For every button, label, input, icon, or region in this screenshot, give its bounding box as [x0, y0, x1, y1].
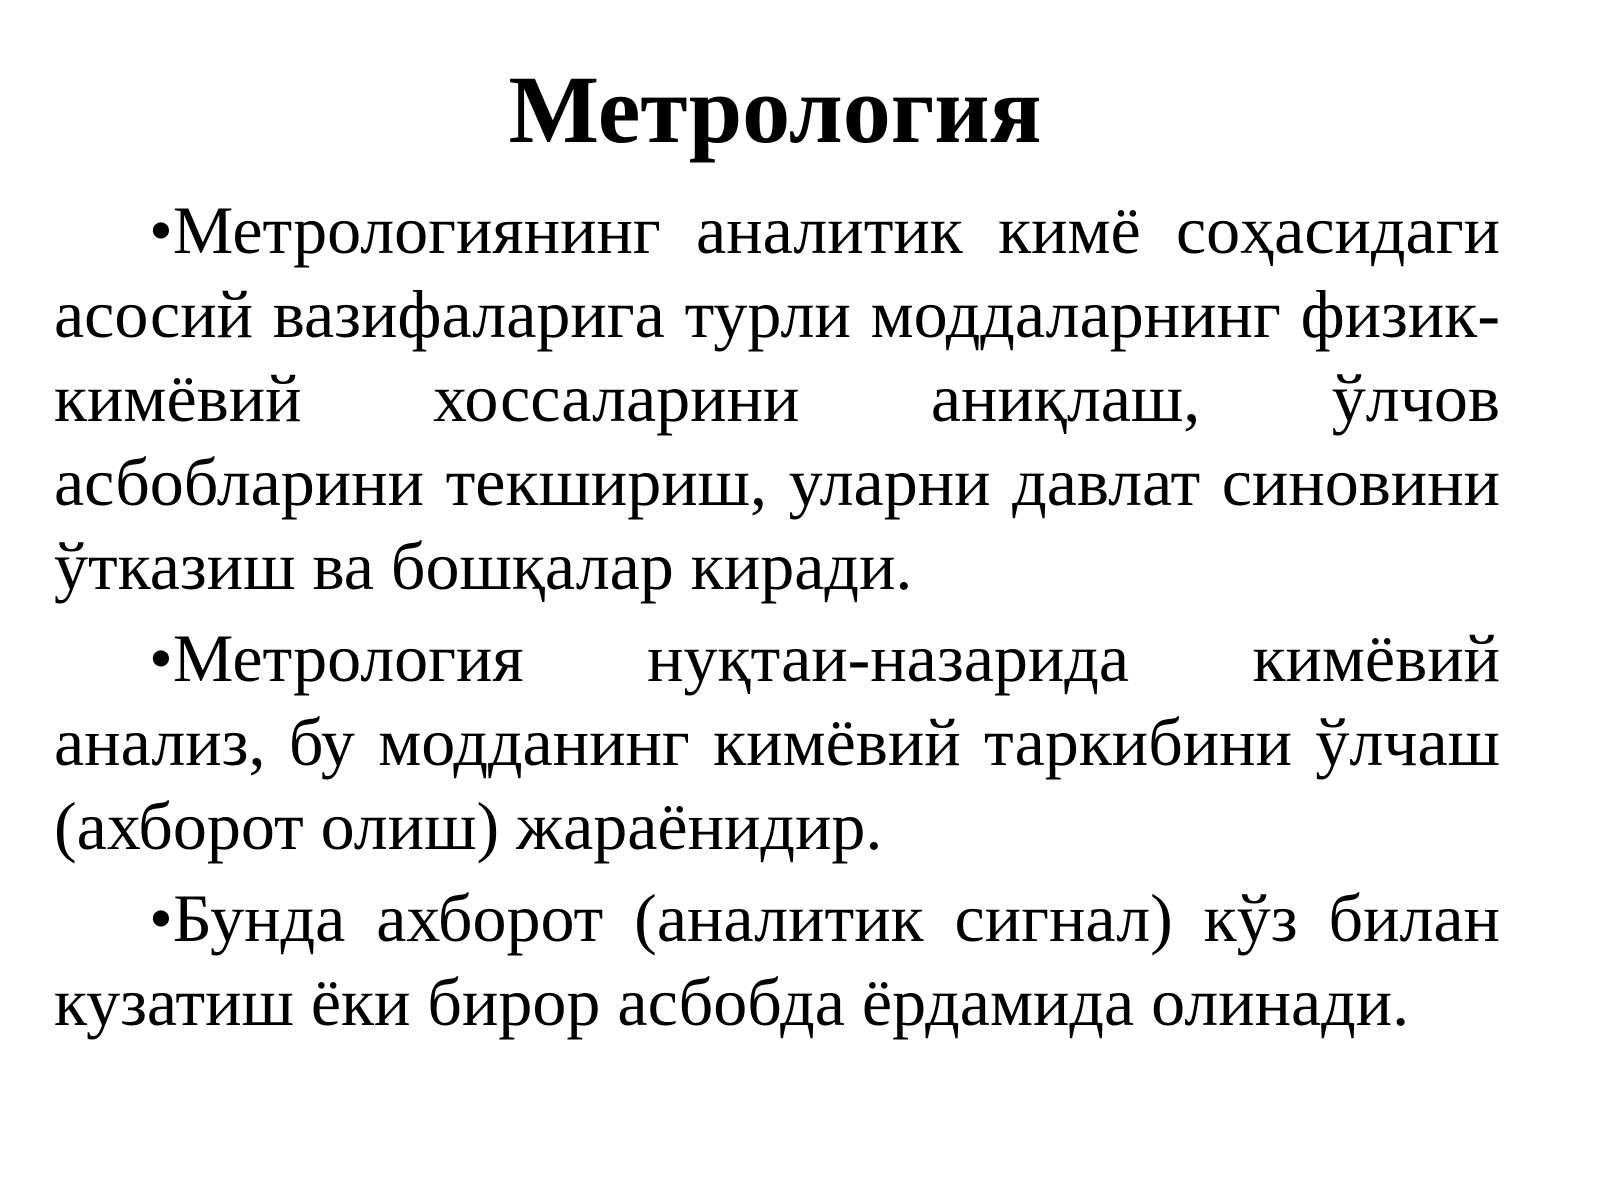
bullet-marker: • — [149, 880, 173, 956]
bullet-paragraph-2 — [54, 616, 1500, 868]
bullet-marker: • — [149, 192, 173, 268]
paragraph-text: Бунда ахборот (аналитик сигнал) кўз билан кузатиш ёки бирор асбобда ёрдамида олинади. — [54, 880, 1500, 1040]
paragraph-text: Метрология нуқтаи-назарида кимёвий анализ, бу модданинг кимёвий таркибини ўлчаш (ахборот олиш) жараёнидир. — [54, 620, 1500, 864]
paragraph-text: Метрологиянинг аналитик кимё соҳасидаги асосий вазифаларига турли моддаларнинг физик-кимёвий хоссаларини аниқлаш, ўлчов асбобларини текшириш, уларни давлат синовини ўтказиш ва бошқалар киради. — [54, 192, 1500, 604]
slide-body — [54, 188, 1500, 1052]
slide-title: Метрология — [508, 56, 1042, 163]
bullet-paragraph-1 — [54, 188, 1500, 608]
bullet-marker: • — [149, 620, 173, 696]
bullet-paragraph-3 — [54, 876, 1500, 1044]
